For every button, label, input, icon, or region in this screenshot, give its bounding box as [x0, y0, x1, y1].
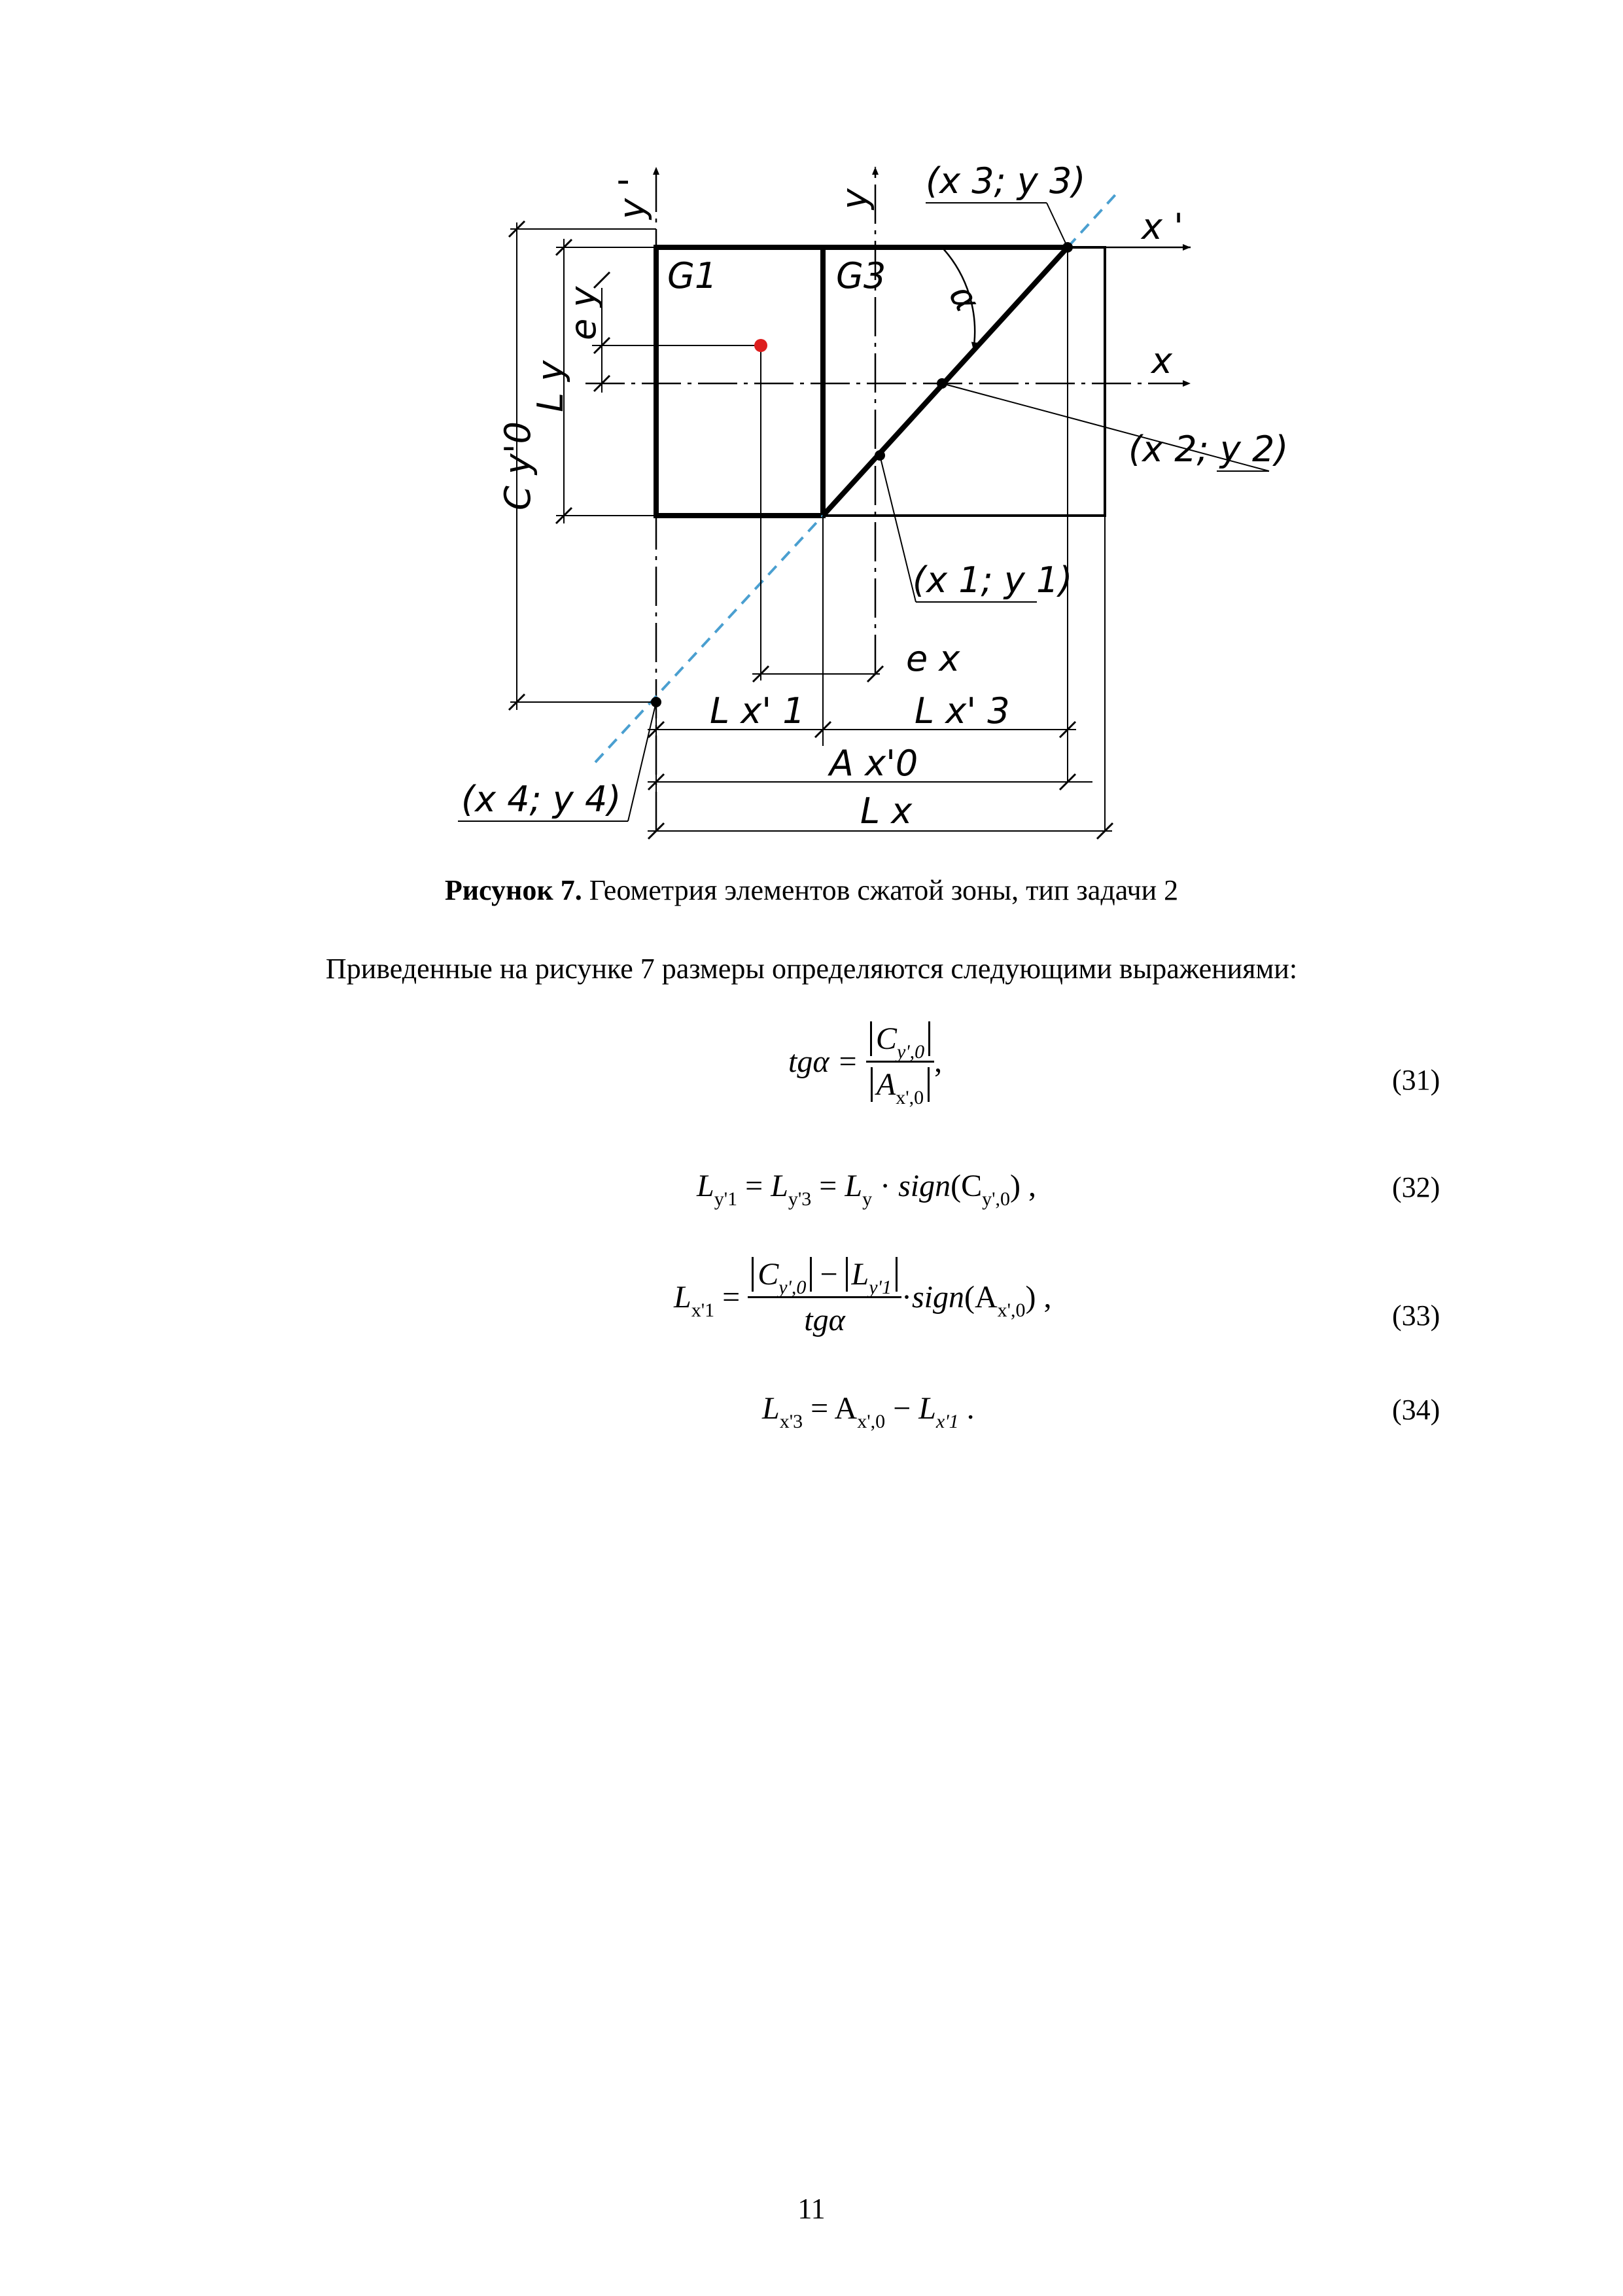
- label-g3: G3: [836, 255, 886, 296]
- equation-32-row: [0, 1168, 1623, 1220]
- equation-34-number: (34): [1392, 1394, 1440, 1426]
- figure-caption: [0, 874, 1623, 907]
- label-point-1: (x 1; y 1): [913, 559, 1073, 601]
- equation-33-number: (33): [1392, 1299, 1440, 1332]
- point-2: [937, 378, 947, 389]
- figure-7-diagram: [0, 0, 1623, 864]
- label-alpha: α: [941, 277, 988, 319]
- equation-34: $L_{x'3} = A_{x',0} - L_{x'1}$ .: [762, 1391, 975, 1432]
- equation-33-row: [0, 1256, 1623, 1381]
- point-1: [875, 450, 885, 461]
- caption-prefix: Рисунок 7.: [444, 874, 582, 906]
- label-ex: e x: [906, 638, 960, 679]
- label-point-2: (x 2; y 2): [1128, 429, 1289, 470]
- equation-31: tgα = $\frac{C_{y',0}}{A_{x',0}}$ ,: [788, 1021, 943, 1108]
- label-ax0: A x'0: [829, 743, 918, 784]
- equation-31-row: [0, 1021, 1623, 1145]
- equation-34-row: [0, 1390, 1623, 1443]
- label-ey: e y: [563, 286, 604, 340]
- label-x-prime: x ': [1142, 206, 1183, 247]
- point-4: [651, 697, 661, 707]
- page-number: 11: [797, 2193, 826, 2225]
- equation-33: $L_{x'1}$ = $\frac{C_{y',0} - L_{y'1}}{\text{tgα}}$ $\cdot sign(A_{x',0})$ ,: [674, 1257, 1052, 1337]
- equation-32: $L_{y'1} = L_{y'3} = L_y$ · $sign(C_{y',0})$ ,: [697, 1169, 1036, 1210]
- label-ly: L y: [530, 360, 571, 412]
- paragraph: Приведенные на рисунке 7 размеры определяются следующими выражениями:: [325, 953, 1298, 985]
- caption-text: Геометрия элементов сжатой зоны, тип задачи 2: [582, 874, 1179, 906]
- point-3: [1062, 242, 1073, 253]
- label-lx1: L x' 1: [710, 690, 805, 732]
- label-y: y: [834, 188, 875, 209]
- equation-32-number: (32): [1392, 1171, 1440, 1203]
- label-lx3: L x' 3: [915, 690, 1010, 732]
- centroid-point: [754, 339, 767, 352]
- label-x: x: [1151, 340, 1172, 381]
- label-lx: L x: [860, 790, 913, 832]
- label-g1: G1: [667, 255, 718, 296]
- label-cy0: C y'0: [497, 421, 538, 510]
- label-point-4: (x 4; y 4): [461, 779, 621, 820]
- equation-31-number: (31): [1392, 1064, 1440, 1096]
- label-point-3: (x 3; y 3): [926, 160, 1086, 202]
- label-y-prime: y ': [612, 177, 653, 219]
